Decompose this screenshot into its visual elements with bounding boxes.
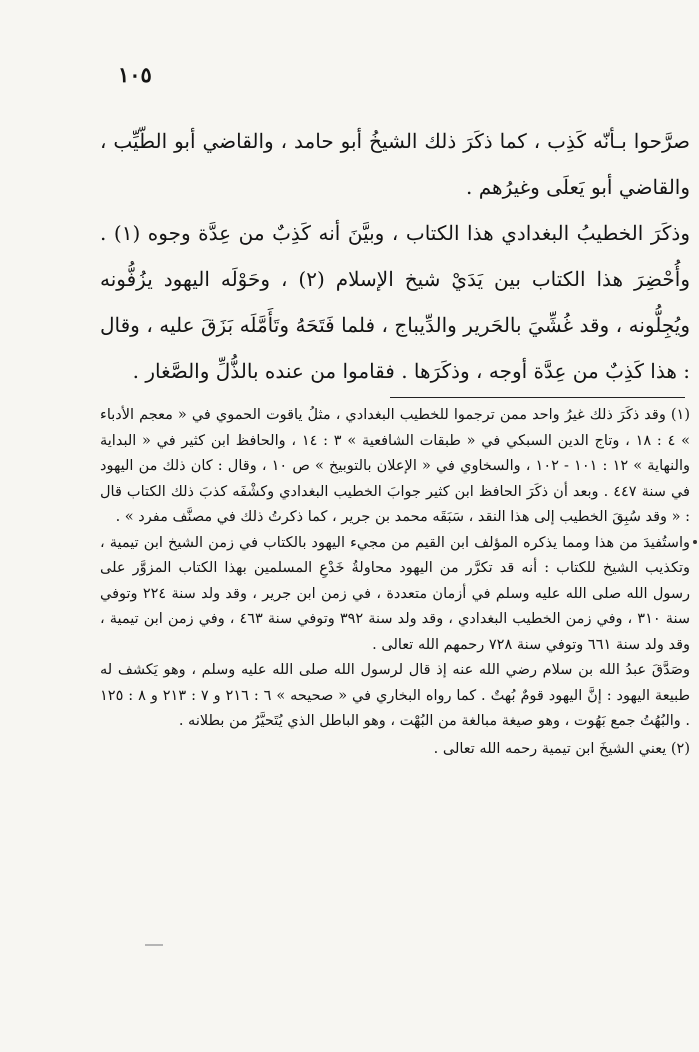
main-paragraph-2: وذكَرَ الخطيبُ البغدادي هذا الكتاب ، وبيَّنَ أنه كَذِبٌ من عِدَّة وجوه (١) . وأُحْضِرَ هذا الكتاب بين يَدَيْ شيخ الإسلام (٢) ، وحَوْلَه اليهود يزُفُّونه ويُجِلُّونه ، وقد غُشِّيَ بالحَرير والدِّيباج ، فلما فَتَحَهُ وتَأَمَّلَه بَزَقَ عليه ، وقال : هذا كَذِبٌ من عِدَّة أوجه ، وذكَرَها . فقاموا من عنده بالذُّلِّ والصَّغار .	[100, 221, 690, 383]
footnote-1-paragraph-3: وصَدَّقَ عبدُ الله بن سلام رضي الله عنه إذ قال لرسول الله صلى الله عليه وسلم ، وهو يَكشف له طبيعة اليهود : إنَّ اليهود قومٌ بُهتٌ . كما رواه البخاري في « صحيحه » ٦ : ٢١٦ و ٧ : ٢١٣ و ٨ : ١٢٥ . والبُهُتُ جمع بَهُوت ، وهو صيغة مبالغة من البُهْت ، وهو الباطل الذي يُتَحيَّرُ من بطلانه .	[100, 662, 690, 729]
scan-smudge	[145, 944, 163, 946]
footnote-divider	[390, 397, 685, 398]
page-number: ١٠٥	[118, 62, 152, 87]
footnotes	[100, 403, 690, 762]
main-text	[100, 118, 690, 394]
scan-edge-mark	[693, 540, 697, 544]
footnote-2: (٢) يعني الشيخَ ابن تيمية رحمه الله تعالى .	[433, 740, 690, 757]
footnote-1-paragraph-2: واستُفيدَ من هذا ومما يذكره المؤلف ابن القيم من مجيء اليهود بالكتاب في زمن الشيخ ابن تيمية ، وتكذيب الشيخ للكتاب : أنه قد تكرَّر من اليهود محاولةُ خَدْعِ المسلمين بهذا الكتاب المزوَّر على رسول الله صلى الله عليه وسلم في أزمان متعددة ، في زمن ابن جرير ، وقد ولد سنة ٢٢٤ وتوفي سنة ٣١٠ ، وفي زمن الخطيب البغدادي ، وقد ولد سنة ٣٩٢ وتوفي سنة ٤٦٣ ، وفي زمن ابن تيمية ، وقد ولد سنة ٦٦١ وتوفي سنة ٧٢٨ رحمهم الله تعالى .	[100, 534, 690, 653]
footnote-1-paragraph-1: (١) وقد ذكَرَ ذلك غيرُ واحد ممن ترجموا للخطيب البغدادي ، مثلُ ياقوت الحموي في « معجم الأدباء » ٤ : ١٨ ، وتاج الدين السبكي في « طبقات الشافعية » ٣ : ١٤ ، والحافظ ابن كثير في « البداية والنهاية » ١٢ : ١٠١ - ١٠٢ ، والسخاوي في « الإعلان بالتوبيخ » ص ١٠ ، وقال : كان ذلك من اليهود في سنة ٤٤٧ . وبعد أن ذكَرَ الحافظ ابن كثير جوابَ الخطيب البغدادي وكشْفَه كذبَ ذلك الكتاب قال : « وقد سُبِقَ الخطيب إلى هذا النقد ، سَبَقَه محمد بن جرير ، كما ذكرتُ ذلك في مصنَّف مفرد » .	[100, 407, 691, 525]
main-paragraph-1: صرَّحوا بـأنّه كَذِب ، كما ذكَرَ ذلك الشيخُ أبو حامد ، والقاضي أبو الطّيِّب ، والقاضي أبو يَعلَى وغيرُهم .	[100, 129, 690, 199]
